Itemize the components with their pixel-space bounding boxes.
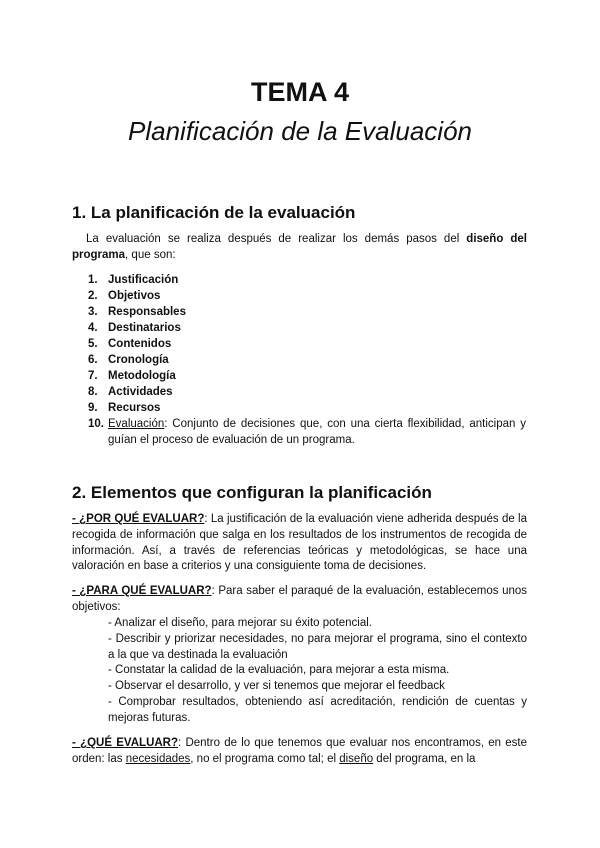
list-item: 1. Justificación [88, 274, 179, 286]
list-item: 2. Objetivos [88, 290, 161, 302]
que-paragraph: - ¿QUÉ EVALUAR?: Dentro de lo que tenemos que evaluar nos encontramos, en este orden: las necesidades, no el programa como tal; el diseño del programa, en la [72, 737, 528, 765]
list-item: - Comprobar resultados, obteniendo así acreditación, rendición de cuentas y mejoras futuras. [108, 695, 527, 724]
para-que-label: - ¿PARA QUÉ EVALUAR? [72, 585, 212, 597]
list-item: 7. Metodología [88, 370, 176, 382]
section-2-heading: 2. Elementos que configuran la planificación [72, 483, 432, 502]
por-que-label: - ¿POR QUÉ EVALUAR? [72, 513, 205, 525]
diseno-term: diseño [339, 752, 374, 765]
section-1-heading: 1. La planificación de la evaluación [72, 203, 356, 222]
objectives-list [108, 616, 527, 727]
list-item: 5. Contenidos [88, 338, 172, 350]
list-item: 8. Actividades [88, 386, 173, 398]
evaluacion-term: Evaluación [108, 418, 165, 430]
por-que-paragraph: - ¿POR QUÉ EVALUAR?: La justificación de la evaluación viene adherida después de la recogida de información que salga en los resultados de los instrumentos de recogida de información. Así, a través de referencias teóricas y metodológicas, se hace una valoración en base a criterios y una consiguiente toma de decisiones. [72, 513, 527, 573]
que-label: - ¿QUÉ EVALUAR? [72, 737, 179, 749]
list-item: - Describir y priorizar necesidades, no para mejorar el programa, sino el contexto a la que va destinada la evaluación [108, 632, 527, 661]
list-item: 9. Recursos [88, 402, 161, 414]
document-subtitle: Planificación de la Evaluación [128, 116, 472, 146]
necesidades-term: necesidades [125, 752, 191, 765]
list-item: - Observar el desarrollo, y ver si tenemos que mejorar el feedback [108, 680, 445, 693]
program-steps-list [88, 272, 528, 448]
list-item: - Constatar la calidad de la evaluación, para mejorar a esta misma. [108, 664, 450, 677]
document-title: TEMA 4 [250, 77, 349, 107]
list-item: 6. Cronología [88, 354, 169, 366]
list-item-evaluacion: 10. Evaluación: Conjunto de decisiones que, con una cierta flexibilidad, anticipan y guían el proceso de evaluación de un programa. [88, 418, 526, 446]
para-que-paragraph: - ¿PARA QUÉ EVALUAR?: Para saber el paraqué de la evaluación, establecemos unos objetivos: [72, 585, 528, 613]
list-item: 3. Responsables [88, 306, 186, 318]
list-item: - Analizar el diseño, para mejorar su éxito potencial. [108, 617, 373, 629]
section-1-intro: La evaluación se realiza después de realizar los demás pasos del diseño del programa, que son: [72, 233, 527, 261]
list-item: 4. Destinatarios [88, 322, 181, 334]
